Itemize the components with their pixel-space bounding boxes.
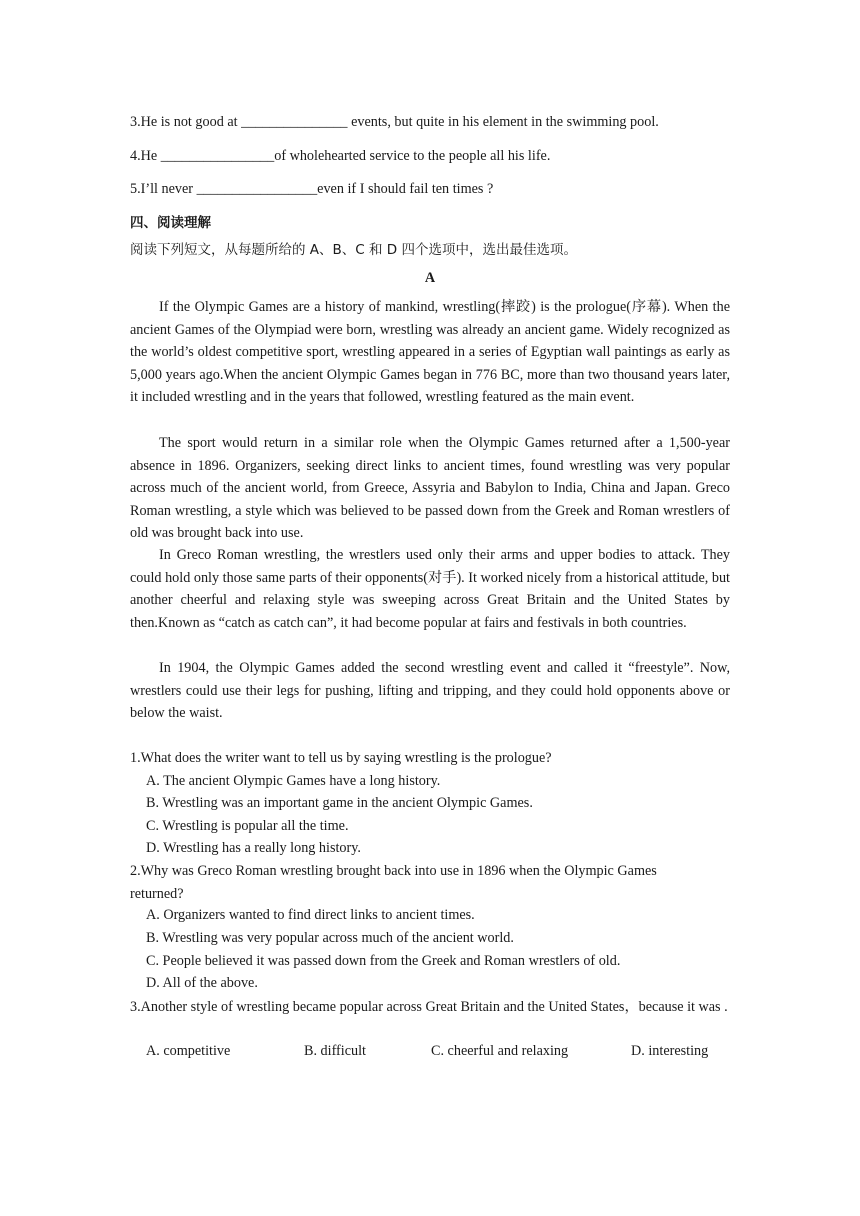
passage-paragraph-2: The sport would return in a similar role when the Olympic Games returned after a 1,500-year absence in 1896. Organizers, seeking direct links to ancient times, found wrestling was very popular across much of the ancient world, from Greece, Assyria and Babylon to India, China and Japan. Greco Roman wrestling, a style which was believed to be passed down from the Greek and Roman wrestlers of old was brought back into use.: [130, 435, 730, 542]
section-title: 四、阅读理解: [130, 215, 211, 231]
question-1-option-c: C. Wrestling is popular all the time.: [146, 818, 349, 834]
question-1-option-a: A. The ancient Olympic Games have a long history.: [146, 773, 441, 789]
question-1-option-b: B. Wrestling was an important game in the ancient Olympic Games.: [146, 795, 533, 811]
fill-in-item-3: 3.He is not good at _______________ events, but quite in his element in the swimming pool.: [130, 114, 659, 130]
question-3-option-d: D. interesting: [631, 1043, 709, 1059]
question-2-option-a: A. Organizers wanted to find direct links to ancient times.: [146, 907, 475, 923]
question-3-option-b: B. difficult: [304, 1043, 367, 1059]
question-2-option-c: C. People believed it was passed down from the Greek and Roman wrestlers of old.: [146, 953, 621, 969]
passage-paragraph-3: In Greco Roman wrestling, the wrestlers used only their arms and upper bodies to attack. They could hold only those same parts of their opponents(对手). It worked nicely from a historical attitude, but another cheerful and relaxing style was sweeping across Great Britain and the United States by then.Known as “catch as catch can”, it had become popular at fairs and festivals in both countries.: [130, 547, 730, 631]
fill-in-item-4: 4.He ________________of wholehearted service to the people all his life.: [130, 148, 551, 164]
passage-paragraph-1: If the Olympic Games are a history of mankind, wrestling(摔跤) is the prologue(序幕). When the ancient Games of the Olympiad were born, wrestling was already an ancient game. Widely recognized as the world’s oldest competitive sport, wrestling appeared in a series of Egyptian wall paintings as early as 5,000 years ago.When the ancient Olympic Games began in 776 BC, more than two thousand years later, it included wrestling and in the years that followed, wrestling featured as the main event.: [130, 299, 730, 406]
question-3-stem: 3.Another style of wrestling became popular across Great Britain and the United States，because it was .: [130, 999, 728, 1015]
passage-label: A: [424, 270, 436, 286]
question-1-option-d: D. Wrestling has a really long history.: [146, 840, 361, 856]
question-2-option-d: D. All of the above.: [146, 975, 258, 991]
fill-in-item-5: 5.I’ll never _________________even if I should fail ten times ?: [130, 181, 494, 197]
question-3-option-c: C. cheerful and relaxing: [431, 1043, 569, 1059]
section-instruction: 阅读下列短文，从每题所给的 A、B、C 和 D 四个选项中，选出最佳选项。: [130, 242, 577, 258]
question-2-option-b: B. Wrestling was very popular across much of the ancient world.: [146, 930, 514, 946]
question-3-option-a: A. competitive: [146, 1043, 231, 1059]
question-1-stem: 1.What does the writer want to tell us by saying wrestling is the prologue?: [130, 750, 552, 766]
question-2-stem: 2.Why was Greco Roman wrestling brought back into use in 1896 when the Olympic Games returned?: [130, 863, 657, 902]
passage-paragraph-4: In 1904, the Olympic Games added the second wrestling event and called it “freestyle”. Now, wrestlers could use their legs for pushing, lifting and tripping, and they could hold opponents above or below the waist.: [130, 660, 730, 722]
